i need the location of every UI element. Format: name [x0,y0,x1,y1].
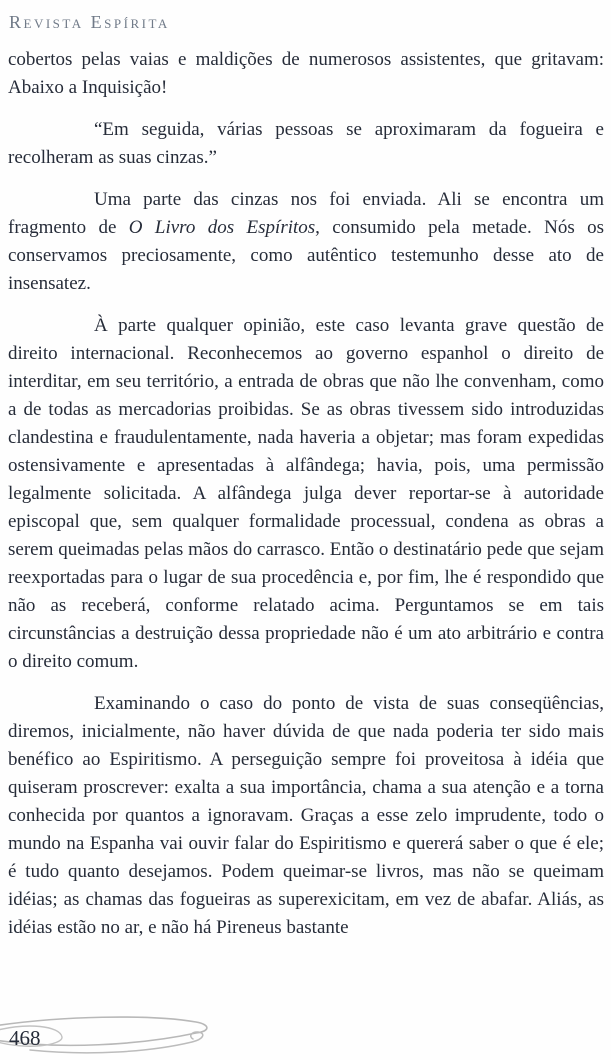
paragraph-continuation: cobertos pelas vaias e maldições de numerosos assistentes, que gritavam: Abaixo a Inquisição! [8,49,604,98]
paragraph-international-law: À parte qualquer opinião, este caso levanta grave questão de direito internacional. Reconhecemos ao governo espanhol o direito de interditar, em seu território, a entrada de obras que não lhe convenham, como a de todas as mercadorias proibidas. Se as obras tivessem sido introduzidas clandestina e fraudulentamente, nada haveria a objetar; mas foram expedidas ostensivamente e apresentadas à alfândega; havia, pois, uma permissão legalmente solicitada. A alfândega julga dever reportar-se à autoridade episcopal que, sem qualquer formalidade processual, condena as obras a serem queimadas pelas mãos do carrasco. Então o destinatário pede que sejam reexportadas para o lugar de sua procedência e, por fim, lhe é respondido que não as receberá, conforme relatado acima. Perguntamos se em tais circunstâncias a destruição dessa propriedade não é um ato arbitrário e contra o direito comum. [8,315,604,672]
paragraph-consequences: Examinando o caso do ponto de vista de suas conseqüências, diremos, inicialmente, não haver dúvida de que nada poderia ter sido mais benéfico ao Espiritismo. A perseguição sempre foi proveitosa à idéia que quiseram proscrever: exalta a sua importância, chama a sua atenção e a torna conhecida por quantos a ignoravam. Graças a esse zelo imprudente, todo o mundo na Espanha vai ouvir falar do Espiritismo e quererá saber o que é ele; é tudo quanto desejamos. Podem queimar-se livros, mas não se queimam idéias; as chamas das fogueiras as superexicitam, em vez de abafar. Aliás, as idéias estão no ar, e não há Pireneus bastante [8,693,604,938]
page-number: 468 [9,1026,41,1050]
paragraph-ashes-text-pre: Uma parte das cinzas nos foi enviada. Ali se encontra um fragmento de [8,189,604,238]
paragraph-ashes-text-post: , consumido pela metade. Nós os conservamos preciosamente, como autêntico testemunho desse ato de insensatez. [8,217,604,294]
page-footer [0,1012,611,1060]
running-header-journal-title: Revista Espírita [9,12,170,32]
page-text-column [8,46,604,956]
book-title-o-livro-dos-espiritos: O Livro dos Espíritos [128,217,316,238]
paragraph-ashes [8,186,604,298]
paragraph-quote: “Em seguida, várias pessoas se aproximaram da fogueira e recolheram as suas cinzas.” [8,119,604,168]
